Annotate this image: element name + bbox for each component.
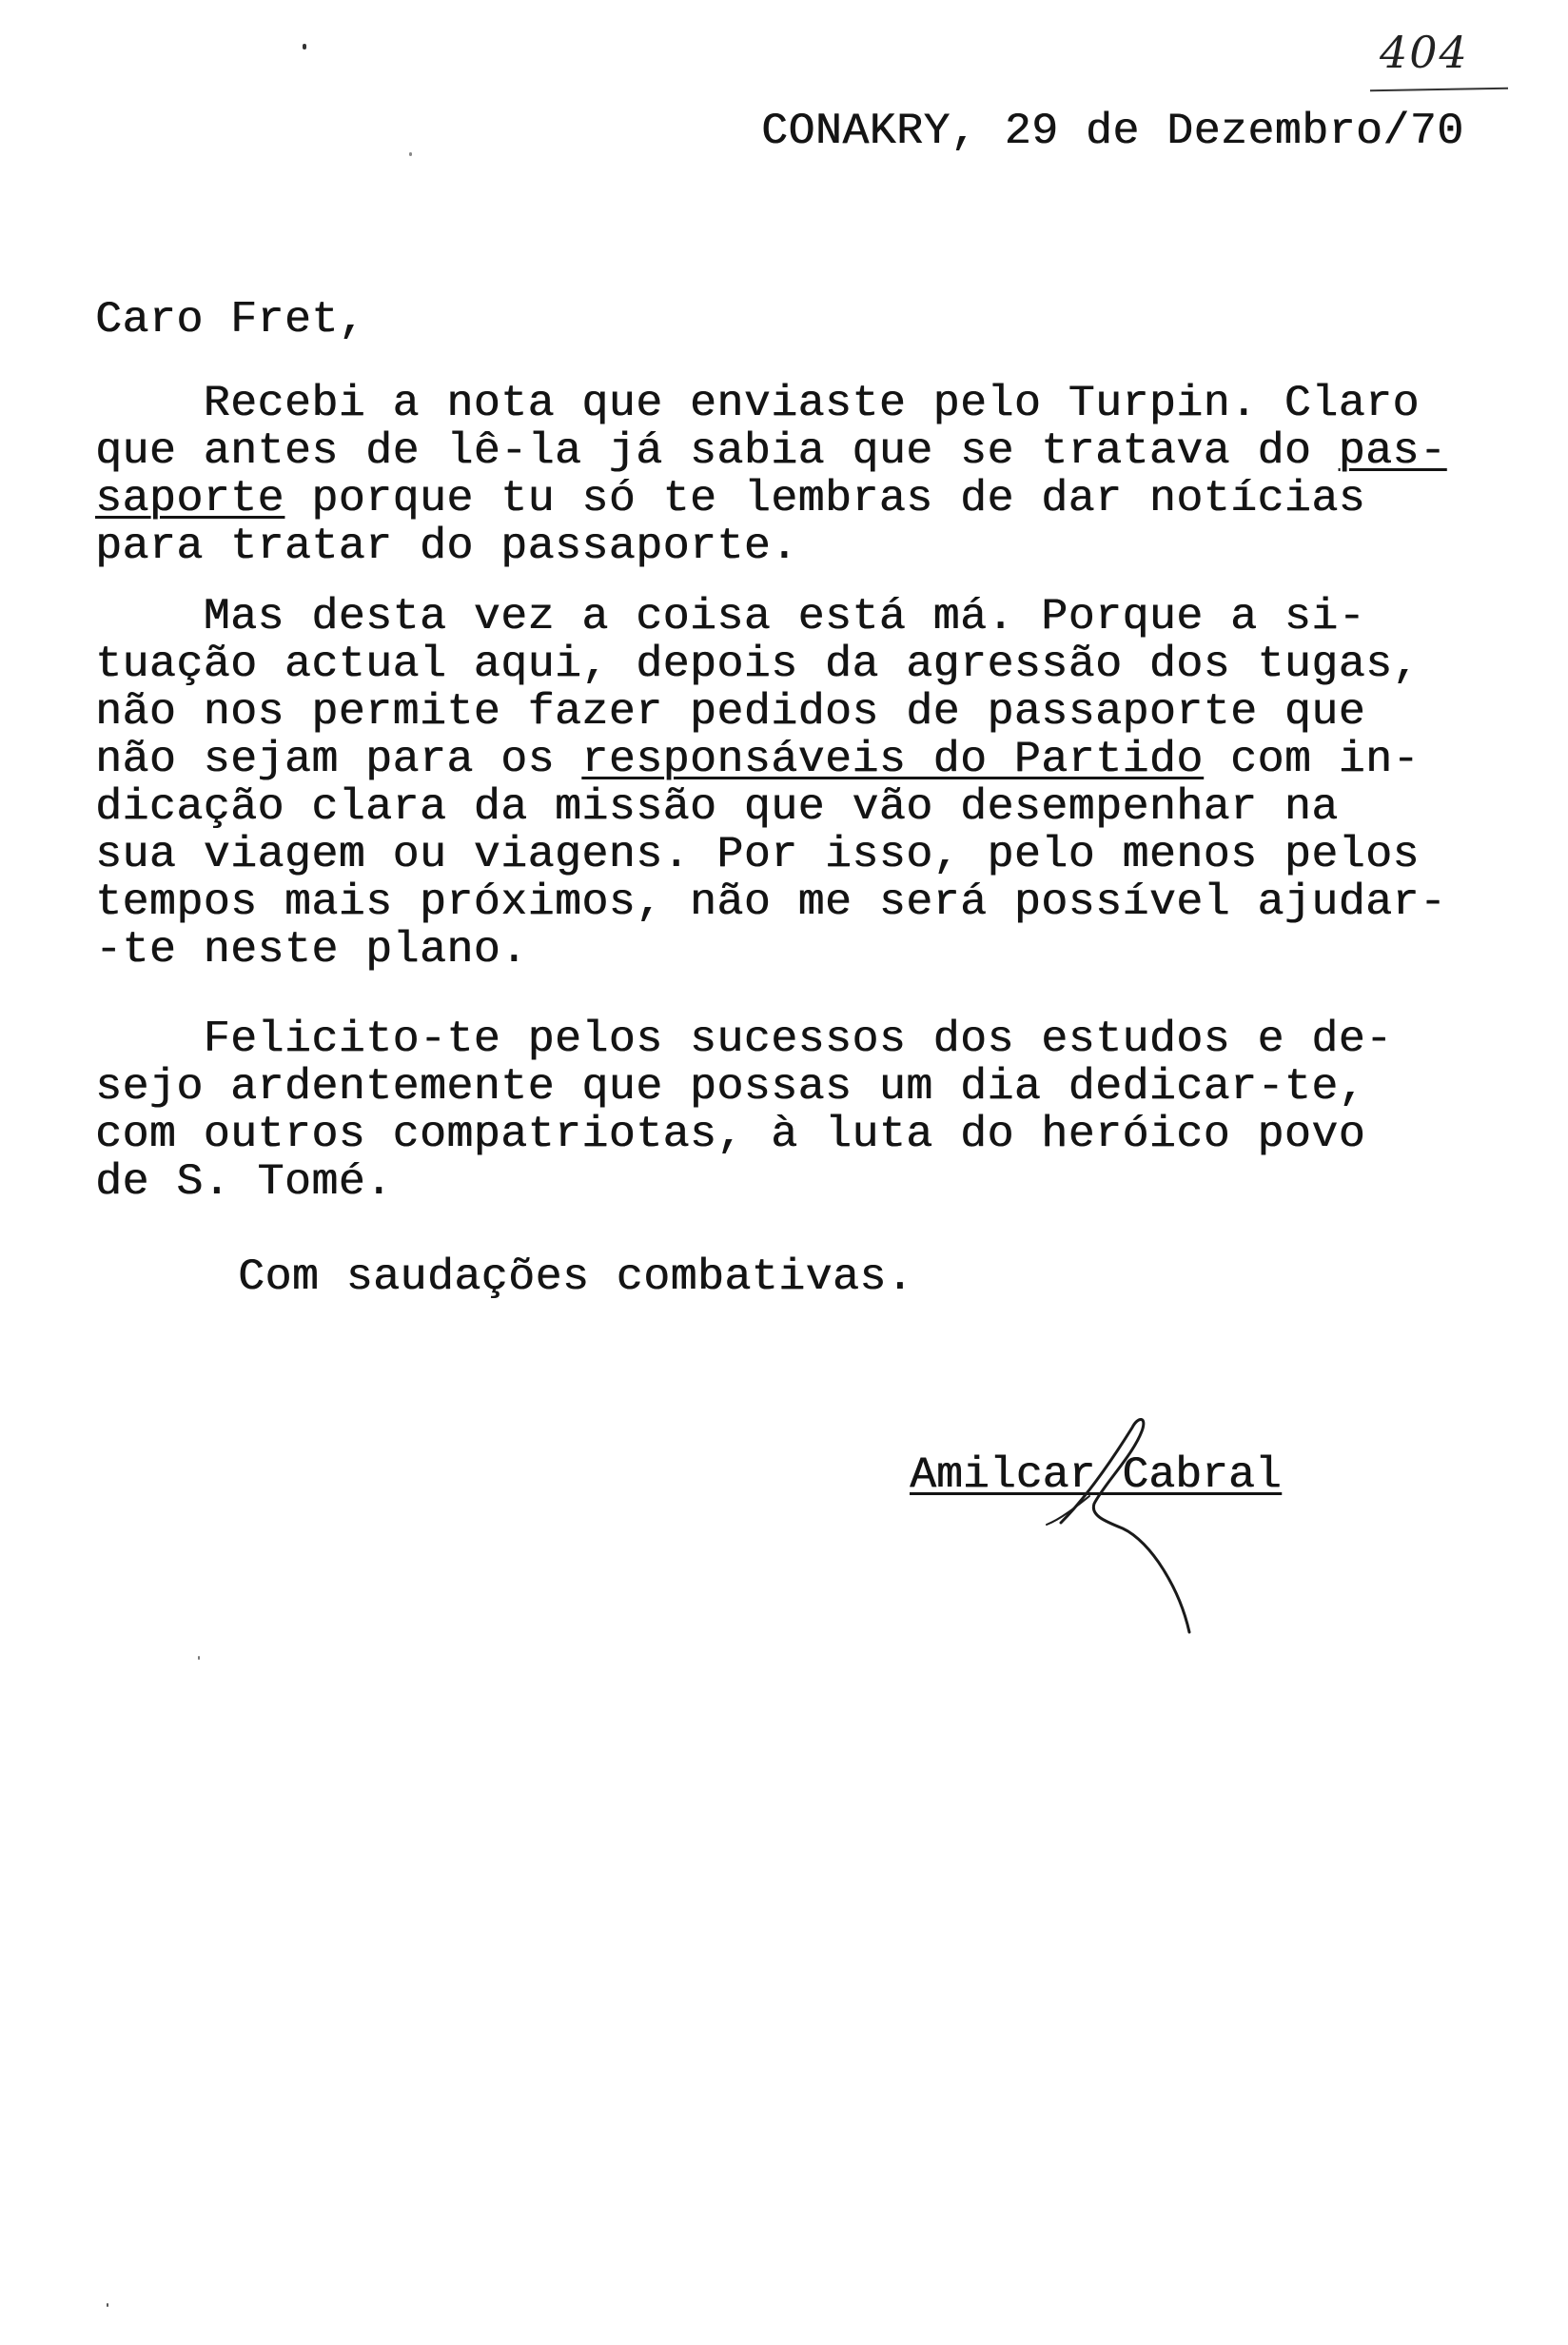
paragraph-3-line-3: com outros compatriotas, à luta do heróico povo bbox=[95, 1109, 1366, 1159]
paragraph-2-line-1: Mas desta vez a coisa está má. Porque a si- bbox=[95, 591, 1366, 641]
paragraph-1-line-2 bbox=[95, 426, 1446, 476]
paragraph-3-line-4: de S. Tomé. bbox=[95, 1156, 393, 1207]
paragraph-3-line-1: Felicito-te pelos sucessos dos estudos e de- bbox=[95, 1014, 1393, 1064]
paragraph-1-line-3-text: porque tu só te lembras de dar notícias bbox=[284, 473, 1366, 523]
signature-name: Amilcar Cabral bbox=[910, 1449, 1282, 1500]
paragraph-2-line-6: sua viagem ou viagens. Por isso, pelo menos pelos bbox=[95, 829, 1420, 879]
underlined-responsaveis-do-partido: responsáveis do Partido bbox=[581, 734, 1204, 784]
scan-speck bbox=[198, 1656, 200, 1660]
paragraph-2-line-5: dicação clara da missão que vão desempenhar na bbox=[95, 781, 1339, 832]
archive-number: 404 bbox=[1380, 27, 1469, 78]
paragraph-2-line-2: tuação actual aqui, depois da agressão dos tugas, bbox=[95, 639, 1420, 689]
handwritten-signature-stroke bbox=[904, 1409, 1380, 1656]
scan-speck bbox=[107, 2303, 108, 2307]
paragraph-1-line-2-text: que antes de lê-la já sabia que se tratava do bbox=[95, 425, 1339, 476]
closing: Com saudações combativas. bbox=[238, 1251, 914, 1302]
paragraph-2-line-4-text-a: não sejam para os bbox=[95, 734, 582, 784]
paragraph-2-line-8: -te neste plano. bbox=[95, 924, 528, 975]
dateline: CONAKRY, 29 de Dezembro/70 bbox=[761, 106, 1464, 156]
paragraph-2-line-4 bbox=[95, 735, 1420, 784]
paragraph-1-line-3 bbox=[95, 474, 1365, 523]
underlined-passaporte-start: pas- bbox=[1338, 425, 1447, 476]
paragraph-2-line-7: tempos mais próximos, não me será possível ajudar- bbox=[95, 877, 1447, 927]
underlined-passaporte-end: saporte bbox=[95, 473, 284, 523]
scan-speck bbox=[303, 44, 306, 49]
salutation: Caro Fret, bbox=[95, 294, 366, 345]
paragraph-2-line-3: não nos permite fazer pedidos de passaporte que bbox=[95, 686, 1366, 737]
paragraph-1-line-4: para tratar do passaporte. bbox=[95, 521, 798, 571]
signature-block bbox=[904, 1409, 1380, 1656]
archive-number-underline bbox=[1370, 88, 1508, 92]
paragraph-2-line-4-text-c: com in- bbox=[1203, 734, 1420, 784]
scan-speck bbox=[409, 152, 412, 156]
paragraph-3-line-2: sejo ardentemente que possas um dia dedicar-te, bbox=[95, 1061, 1366, 1112]
paragraph-1-line-1: Recebi a nota que enviaste pelo Turpin. Claro bbox=[95, 378, 1420, 428]
